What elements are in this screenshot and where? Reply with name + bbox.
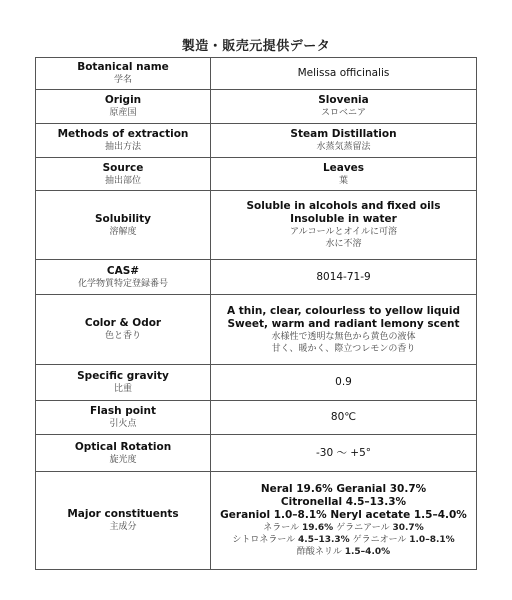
label-jp: 旋光度 bbox=[109, 454, 137, 465]
value-jp-line: アルコールとオイルに可溶 bbox=[289, 227, 397, 237]
value-jp-line bbox=[215, 522, 472, 534]
label-jp: 学名 bbox=[113, 75, 132, 85]
label-jp: 引火点 bbox=[109, 419, 137, 429]
value-en: 8014-71-9 bbox=[316, 270, 371, 283]
label-jp: 比重 bbox=[113, 384, 132, 394]
label-jp: 原産国 bbox=[109, 108, 137, 118]
row-label bbox=[36, 472, 211, 570]
table-row bbox=[36, 191, 477, 260]
value-en: Steam Distillation bbox=[290, 128, 397, 140]
value-en: Slovenia bbox=[318, 94, 369, 106]
row-label bbox=[36, 191, 211, 260]
constituent-value: 1.5–4.0% bbox=[344, 547, 391, 557]
label-en: Optical Rotation bbox=[74, 440, 172, 453]
table-row bbox=[36, 124, 477, 158]
value-jp: スロベニア bbox=[320, 108, 366, 118]
value-jp-line bbox=[215, 534, 472, 546]
row-label bbox=[36, 260, 211, 295]
constituent-value: 19.6% bbox=[301, 523, 334, 533]
row-label bbox=[36, 401, 211, 435]
value-en-line: Soluble in alcohols and fixed oils bbox=[246, 200, 441, 212]
row-label bbox=[36, 365, 211, 401]
label-en: Color & Odor bbox=[84, 317, 162, 329]
constituent-name: ゲラニオール bbox=[349, 535, 410, 545]
label-en: CAS# bbox=[106, 264, 140, 277]
label-jp: 主成分 bbox=[109, 522, 137, 532]
label-jp: 溶解度 bbox=[109, 226, 137, 237]
label-en: Origin bbox=[104, 94, 142, 106]
value-jp: 水蒸気蒸留法 bbox=[316, 142, 371, 152]
row-value bbox=[211, 158, 477, 191]
constituent-value: 30.7% bbox=[392, 523, 424, 533]
value-en: 80℃ bbox=[330, 411, 357, 423]
table-row bbox=[36, 365, 477, 401]
label-en: Specific gravity bbox=[77, 370, 169, 382]
row-value bbox=[211, 435, 477, 472]
row-value bbox=[211, 191, 477, 260]
spec-table bbox=[35, 57, 477, 570]
row-label bbox=[36, 58, 211, 90]
constituent-value: 1.0–8.1% bbox=[409, 535, 455, 545]
row-value bbox=[211, 58, 477, 90]
value-jp: 葉 bbox=[338, 175, 348, 186]
value-jp-line: 水に不溶 bbox=[325, 239, 362, 249]
row-value bbox=[211, 260, 477, 295]
row-label bbox=[36, 158, 211, 191]
table-row bbox=[36, 472, 477, 570]
value-en-line: A thin, clear, colourless to yellow liquid bbox=[226, 304, 460, 317]
value-en-line: Insoluble in water bbox=[290, 213, 397, 225]
table-row bbox=[36, 260, 477, 295]
row-label bbox=[36, 90, 211, 124]
value-jp-line bbox=[215, 546, 472, 558]
constituent-name: ゲラニアール bbox=[333, 523, 393, 533]
value-en: Melissa officinalis bbox=[297, 67, 390, 79]
label-jp: 抽出部位 bbox=[104, 175, 141, 186]
label-en: Major constituents bbox=[67, 508, 179, 520]
value-en: Leaves bbox=[322, 161, 365, 174]
label-en: Methods of extraction bbox=[57, 128, 189, 140]
value-en-line: Neral 19.6% Geranial 30.7% bbox=[260, 483, 427, 495]
table-row bbox=[36, 58, 477, 90]
row-value bbox=[211, 124, 477, 158]
value-en-line: Geraniol 1.0–8.1% Neryl acetate 1.5–4.0% bbox=[220, 509, 467, 521]
row-value bbox=[211, 472, 477, 570]
row-value bbox=[211, 295, 477, 365]
row-label bbox=[36, 295, 211, 365]
row-value bbox=[211, 90, 477, 124]
value-en-line: Sweet, warm and radiant lemony scent bbox=[227, 317, 460, 330]
table-row bbox=[36, 435, 477, 472]
label-en: Botanical name bbox=[77, 61, 169, 73]
constituent-name: ネラール bbox=[263, 523, 302, 533]
table-row bbox=[36, 90, 477, 124]
constituent-name: 酢酸ネリル bbox=[296, 547, 345, 557]
row-label bbox=[36, 124, 211, 158]
row-value bbox=[211, 401, 477, 435]
constituent-name: シトロネラール bbox=[232, 535, 299, 545]
label-jp: 化学物質特定登録番号 bbox=[77, 278, 168, 289]
value-en: 0.9 bbox=[335, 376, 352, 388]
label-jp: 色と香り bbox=[104, 331, 141, 341]
label-en: Source bbox=[102, 161, 144, 174]
label-en: Flash point bbox=[89, 405, 157, 417]
table-row bbox=[36, 295, 477, 365]
table-row bbox=[36, 158, 477, 191]
page-title: 製造・販売元提供データ bbox=[181, 39, 331, 54]
constituent-value: 4.5–13.3% bbox=[298, 535, 350, 545]
label-jp: 抽出方法 bbox=[104, 142, 141, 152]
value-en-line: Citronellal 4.5–13.3% bbox=[280, 496, 407, 508]
label-en: Solubility bbox=[94, 212, 152, 225]
value-en: -30 ～ +5° bbox=[315, 446, 372, 459]
row-value bbox=[211, 365, 477, 401]
row-label bbox=[36, 435, 211, 472]
value-jp-line: 甘く、暖かく、際立つレモンの香り bbox=[271, 343, 416, 354]
table-row bbox=[36, 401, 477, 435]
value-jp-line: 水様性で透明な無色から黄色の液体 bbox=[271, 331, 416, 342]
